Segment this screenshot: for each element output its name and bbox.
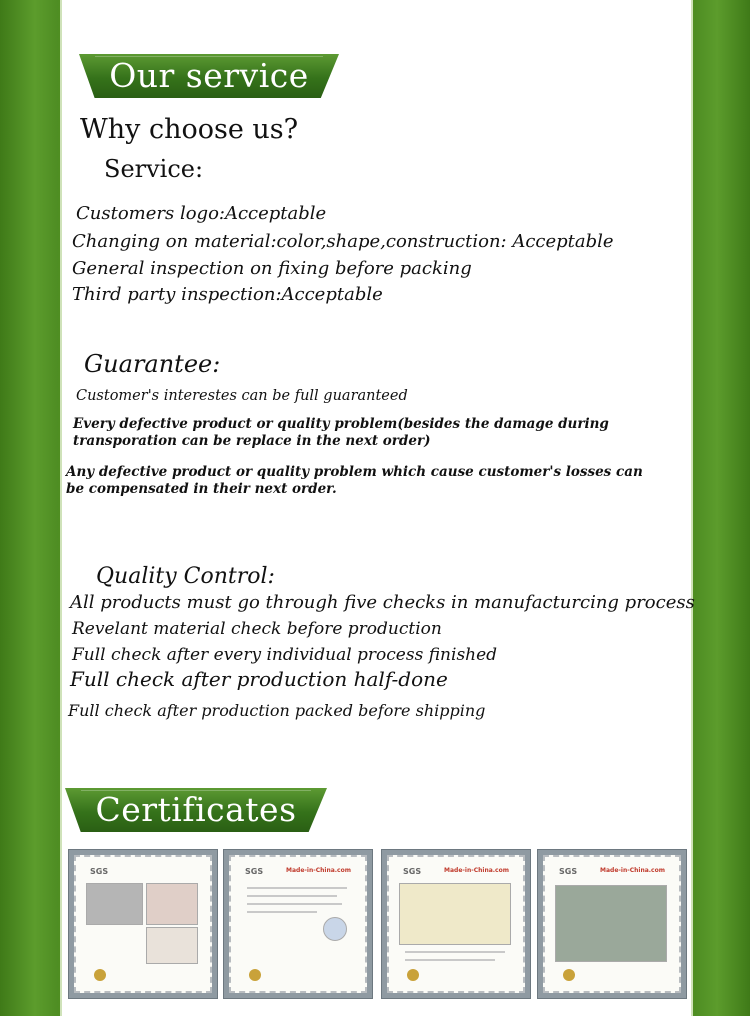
certificate-image[interactable] <box>381 849 531 999</box>
quality-item: Revelant material check before production <box>72 619 442 639</box>
panel-left-rule <box>60 0 62 1016</box>
service-item: General inspection on fixing before packing <box>72 258 472 279</box>
made-in-china-logo: Made-in-China.com <box>286 867 351 874</box>
guarantee-line: Customer's interestes can be full guaranteed <box>76 388 408 404</box>
guarantee-line: Every defective product or quality problem(besides the damage during transporation can be replace in the next order) <box>73 416 609 449</box>
quality-item: Full check after production half-done <box>70 667 448 691</box>
service-item: Changing on material:color,shape,construction: Acceptable <box>72 231 614 252</box>
guarantee-line: Any defective product or quality problem which cause customer's losses can be compensated in their next order. <box>66 464 643 497</box>
our-service-banner <box>79 54 339 98</box>
certificate-gallery <box>68 849 691 999</box>
made-in-china-logo: Made-in-China.com <box>600 867 665 874</box>
certificate-image[interactable] <box>537 849 687 999</box>
sgs-logo: SGS <box>403 867 422 876</box>
why-choose-us-heading: Why choose us? <box>80 114 299 145</box>
service-item: Customers logo:Acceptable <box>76 203 327 224</box>
left-green-border <box>0 0 58 1016</box>
sgs-logo: SGS <box>90 867 109 876</box>
quality-item: Full check after production packed before shipping <box>68 701 486 720</box>
banner-title: Certificates <box>95 790 297 829</box>
right-green-border <box>695 0 750 1016</box>
certificates-banner <box>65 788 327 832</box>
certificate-image[interactable] <box>223 849 373 999</box>
service-heading: Service: <box>104 155 204 183</box>
quality-item: Full check after every individual process finished <box>72 645 498 665</box>
guarantee-heading: Guarantee: <box>84 350 221 378</box>
panel-right-rule <box>691 0 693 1016</box>
banner-title: Our service <box>109 56 309 95</box>
sgs-logo: SGS <box>559 867 578 876</box>
made-in-china-logo: Made-in-China.com <box>444 867 509 874</box>
quality-control-heading: Quality Control: <box>96 564 275 589</box>
service-item: Third party inspection:Acceptable <box>72 284 383 305</box>
certificate-image[interactable] <box>68 849 218 999</box>
quality-item: All products must go through five checks in manufacturcing process <box>70 592 695 613</box>
sgs-logo: SGS <box>245 867 264 876</box>
